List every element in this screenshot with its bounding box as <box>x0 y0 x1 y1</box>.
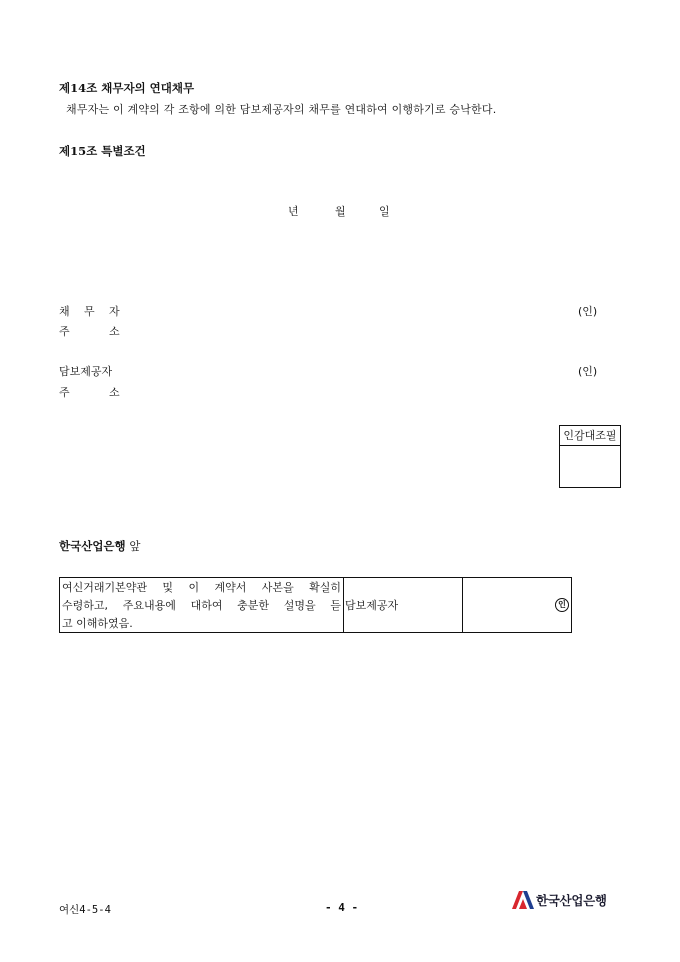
date-day-label: 일 <box>379 205 390 218</box>
addressee-suffix: 앞 <box>129 539 141 553</box>
debtor-label-char-2: 무 <box>84 305 95 318</box>
acknowledgement-role: 담보제공자 <box>344 578 463 632</box>
seal-verification-box <box>559 425 621 488</box>
article-14-body: 채무자는 이 계약의 각 조항에 의한 담보제공자의 채무를 연대하여 이행하기로 승낙한다. <box>66 103 497 116</box>
bank-logo-text: 한국산업은행 <box>536 893 607 908</box>
guarantor-label: 담보제공자 <box>59 365 113 378</box>
debtor-address-char-2: 소 <box>109 325 120 338</box>
article-15-title: 제15조 특별조건 <box>59 144 146 158</box>
acknowledgement-line-1: 여신거래기본약관 및 이 계약서 사본을 확실히 <box>62 581 341 594</box>
debtor-address-char-1: 주 <box>59 325 70 338</box>
bank-logo <box>512 891 607 909</box>
form-code: 여신4-5-4 <box>59 904 111 916</box>
acknowledgement-line-2: 수령하고, 주요내용에 대하여 충분한 설명을 듣 <box>62 599 341 612</box>
bank-logo-icon <box>512 891 534 909</box>
guarantor-address-char-1: 주 <box>59 386 70 399</box>
acknowledgement-line-3: 고 이해하였음. <box>62 617 133 630</box>
page-number: - 4 - <box>325 901 359 914</box>
date-month-label: 월 <box>335 205 346 218</box>
acknowledgement-seal-cell <box>463 578 571 632</box>
guarantor-address-char-2: 소 <box>109 386 120 399</box>
addressee-bank: 한국산업은행 <box>59 539 126 553</box>
article-14-title: 제14조 채무자의 연대채무 <box>59 81 195 95</box>
acknowledgement-statement <box>60 578 344 632</box>
addressee <box>59 538 140 554</box>
guarantor-seal: (인) <box>578 365 598 378</box>
debtor-label-char-1: 채 <box>59 305 70 318</box>
acknowledgement-table <box>59 577 572 633</box>
seal-mark-icon: 인 <box>555 598 569 612</box>
debtor-seal: (인) <box>578 305 598 318</box>
debtor-label-char-3: 자 <box>109 305 120 318</box>
seal-verification-title: 인감대조필 <box>560 426 620 446</box>
date-year-label: 년 <box>288 205 299 218</box>
